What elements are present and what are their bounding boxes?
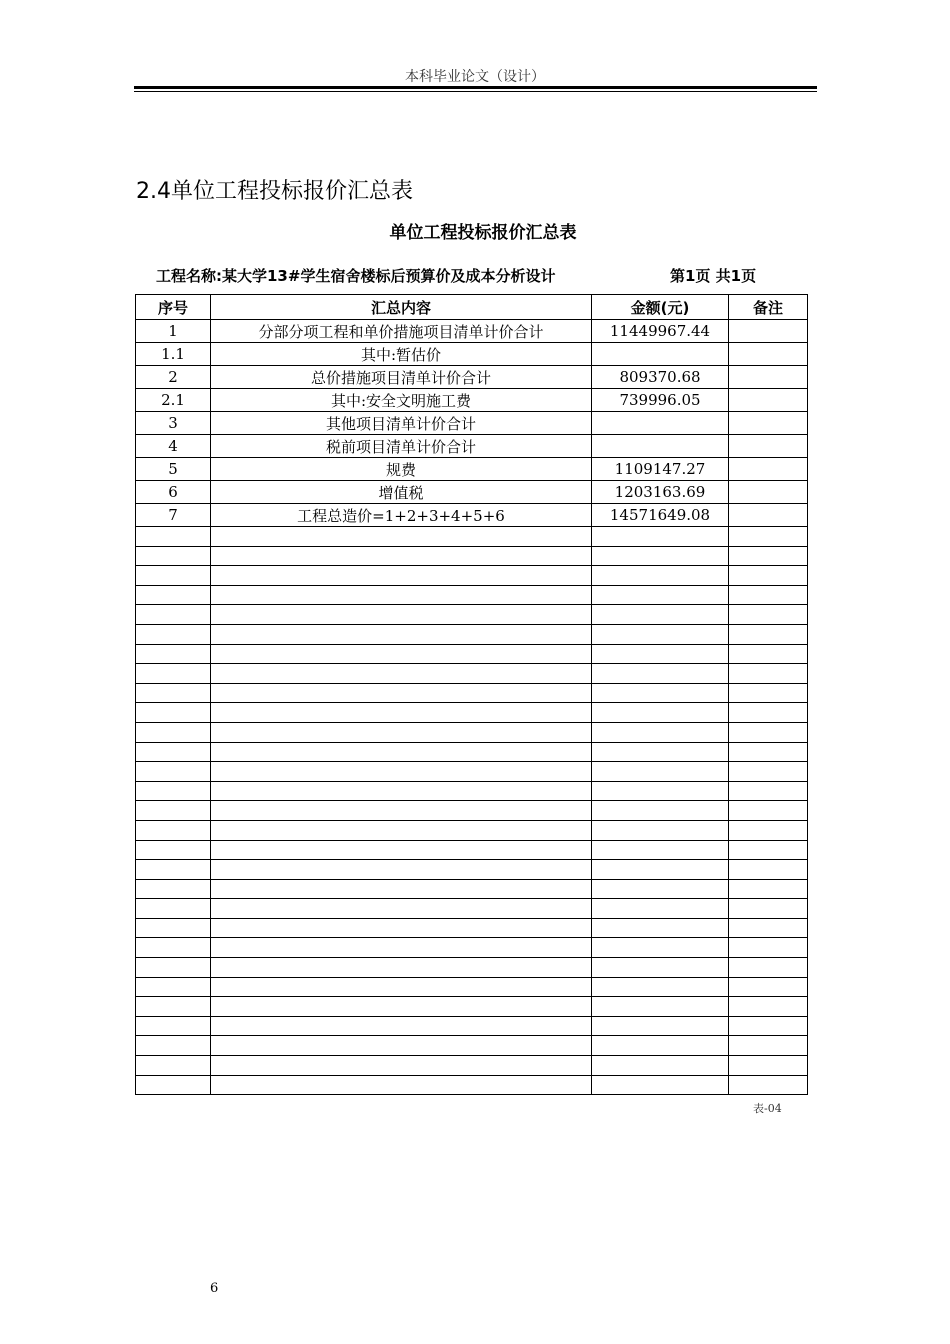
empty-table-row xyxy=(136,781,808,801)
table-row xyxy=(136,366,808,389)
empty-table-row xyxy=(136,527,808,547)
empty-cell xyxy=(729,527,808,547)
empty-cell xyxy=(729,1036,808,1056)
empty-cell xyxy=(136,742,211,762)
cell-note xyxy=(729,366,808,389)
empty-cell xyxy=(211,546,592,566)
empty-table-row xyxy=(136,762,808,782)
empty-table-row xyxy=(136,977,808,997)
empty-cell xyxy=(592,1075,729,1095)
empty-cell xyxy=(211,1056,592,1076)
empty-table-row xyxy=(136,1075,808,1095)
table-code: 表-04 xyxy=(753,1102,782,1115)
empty-table-row xyxy=(136,958,808,978)
cell-amount: 14571649.08 xyxy=(592,504,729,527)
empty-cell xyxy=(211,879,592,899)
empty-cell xyxy=(211,1075,592,1095)
empty-cell xyxy=(136,703,211,723)
empty-cell xyxy=(729,879,808,899)
empty-cell xyxy=(211,722,592,742)
empty-cell xyxy=(211,840,592,860)
empty-cell xyxy=(592,644,729,664)
empty-cell xyxy=(729,624,808,644)
empty-cell xyxy=(136,1016,211,1036)
empty-table-row xyxy=(136,801,808,821)
cell-amount xyxy=(592,435,729,458)
empty-cell xyxy=(211,605,592,625)
empty-table-row xyxy=(136,899,808,919)
cell-amount: 809370.68 xyxy=(592,366,729,389)
cell-serial: 4 xyxy=(136,435,211,458)
header-note: 备注 xyxy=(729,295,808,320)
empty-table-row xyxy=(136,918,808,938)
empty-cell xyxy=(729,742,808,762)
empty-cell xyxy=(592,801,729,821)
running-header: 本科毕业论文（设计） xyxy=(405,69,545,85)
table-body xyxy=(136,320,808,1095)
empty-cell xyxy=(592,860,729,880)
empty-cell xyxy=(592,997,729,1017)
empty-cell xyxy=(729,722,808,742)
empty-cell xyxy=(729,762,808,782)
empty-table-row xyxy=(136,624,808,644)
empty-cell xyxy=(136,664,211,684)
empty-cell xyxy=(136,781,211,801)
empty-cell xyxy=(136,585,211,605)
cell-amount xyxy=(592,412,729,435)
empty-table-row xyxy=(136,664,808,684)
empty-cell xyxy=(592,683,729,703)
empty-cell xyxy=(592,585,729,605)
empty-cell xyxy=(592,566,729,586)
empty-cell xyxy=(592,977,729,997)
empty-table-row xyxy=(136,644,808,664)
section-heading: 2.4单位工程投标报价汇总表 xyxy=(136,179,413,204)
empty-cell xyxy=(136,938,211,958)
empty-cell xyxy=(211,801,592,821)
cell-note xyxy=(729,435,808,458)
cell-note xyxy=(729,481,808,504)
empty-cell xyxy=(136,879,211,899)
cell-serial: 2.1 xyxy=(136,389,211,412)
empty-cell xyxy=(592,624,729,644)
empty-cell xyxy=(136,722,211,742)
empty-cell xyxy=(592,938,729,958)
table-row xyxy=(136,389,808,412)
empty-cell xyxy=(729,546,808,566)
empty-cell xyxy=(729,938,808,958)
table-row xyxy=(136,481,808,504)
empty-table-row xyxy=(136,1036,808,1056)
empty-cell xyxy=(211,781,592,801)
empty-cell xyxy=(729,605,808,625)
empty-cell xyxy=(729,664,808,684)
table-row xyxy=(136,412,808,435)
empty-cell xyxy=(136,605,211,625)
empty-cell xyxy=(211,683,592,703)
empty-cell xyxy=(136,840,211,860)
empty-cell xyxy=(592,703,729,723)
empty-cell xyxy=(136,997,211,1017)
empty-cell xyxy=(592,527,729,547)
empty-table-row xyxy=(136,605,808,625)
cell-content: 其他项目清单计价合计 xyxy=(211,412,592,435)
empty-cell xyxy=(729,918,808,938)
empty-cell xyxy=(211,703,592,723)
empty-cell xyxy=(592,820,729,840)
empty-table-row xyxy=(136,1016,808,1036)
empty-cell xyxy=(592,664,729,684)
cell-amount xyxy=(592,343,729,366)
empty-table-row xyxy=(136,997,808,1017)
empty-cell xyxy=(211,566,592,586)
empty-cell xyxy=(211,585,592,605)
empty-cell xyxy=(729,566,808,586)
empty-cell xyxy=(729,840,808,860)
empty-cell xyxy=(136,820,211,840)
cell-amount: 11449967.44 xyxy=(592,320,729,343)
cell-serial: 6 xyxy=(136,481,211,504)
empty-table-row xyxy=(136,879,808,899)
empty-cell xyxy=(211,938,592,958)
header-rule-thin xyxy=(134,91,817,92)
cell-note xyxy=(729,343,808,366)
cell-content: 工程总造价=1+2+3+4+5+6 xyxy=(211,504,592,527)
empty-cell xyxy=(136,624,211,644)
table-row xyxy=(136,458,808,481)
empty-cell xyxy=(211,742,592,762)
empty-table-row xyxy=(136,546,808,566)
cell-serial: 2 xyxy=(136,366,211,389)
empty-cell xyxy=(729,644,808,664)
empty-cell xyxy=(729,820,808,840)
empty-cell xyxy=(592,742,729,762)
empty-cell xyxy=(729,997,808,1017)
empty-table-row xyxy=(136,1056,808,1076)
cell-content: 其中:暂估价 xyxy=(211,343,592,366)
empty-cell xyxy=(729,977,808,997)
empty-cell xyxy=(592,1056,729,1076)
empty-cell xyxy=(136,918,211,938)
cell-amount: 739996.05 xyxy=(592,389,729,412)
empty-cell xyxy=(136,527,211,547)
cell-note xyxy=(729,389,808,412)
empty-cell xyxy=(729,683,808,703)
empty-cell xyxy=(211,527,592,547)
cell-serial: 1.1 xyxy=(136,343,211,366)
cell-serial: 3 xyxy=(136,412,211,435)
empty-table-row xyxy=(136,840,808,860)
cell-note xyxy=(729,320,808,343)
empty-cell xyxy=(211,1016,592,1036)
empty-cell xyxy=(592,762,729,782)
empty-table-row xyxy=(136,860,808,880)
cell-serial: 7 xyxy=(136,504,211,527)
table-row xyxy=(136,504,808,527)
table-header-row xyxy=(136,295,808,320)
empty-cell xyxy=(136,860,211,880)
cell-content: 增值税 xyxy=(211,481,592,504)
empty-cell xyxy=(211,762,592,782)
empty-cell xyxy=(592,546,729,566)
empty-cell xyxy=(136,683,211,703)
table-row xyxy=(136,343,808,366)
empty-cell xyxy=(729,585,808,605)
empty-table-row xyxy=(136,938,808,958)
empty-cell xyxy=(211,1036,592,1056)
cell-content: 分部分项工程和单价措施项目清单计价合计 xyxy=(211,320,592,343)
empty-cell xyxy=(136,546,211,566)
cell-amount: 1109147.27 xyxy=(592,458,729,481)
empty-table-row xyxy=(136,742,808,762)
empty-cell xyxy=(211,977,592,997)
page-count: 第1页 共1页 xyxy=(670,267,757,285)
table-row xyxy=(136,435,808,458)
empty-cell xyxy=(729,860,808,880)
empty-cell xyxy=(211,644,592,664)
header-content: 汇总内容 xyxy=(211,295,592,320)
empty-cell xyxy=(211,899,592,919)
empty-table-row xyxy=(136,566,808,586)
empty-cell xyxy=(136,1056,211,1076)
empty-cell xyxy=(136,644,211,664)
cell-serial: 1 xyxy=(136,320,211,343)
empty-cell xyxy=(211,997,592,1017)
empty-cell xyxy=(592,1036,729,1056)
empty-cell xyxy=(729,1016,808,1036)
summary-table xyxy=(135,294,808,1095)
cell-amount: 1203163.69 xyxy=(592,481,729,504)
empty-cell xyxy=(592,879,729,899)
empty-cell xyxy=(592,918,729,938)
empty-cell xyxy=(211,664,592,684)
project-name-line: 工程名称:某大学13#学生宿舍楼标后预算价及成本分析设计 xyxy=(156,267,556,285)
empty-table-row xyxy=(136,820,808,840)
empty-cell xyxy=(592,958,729,978)
empty-cell xyxy=(592,722,729,742)
header-amount: 金额(元) xyxy=(592,295,729,320)
empty-cell xyxy=(592,1016,729,1036)
empty-table-row xyxy=(136,703,808,723)
empty-cell xyxy=(592,781,729,801)
cell-note xyxy=(729,412,808,435)
empty-cell xyxy=(136,801,211,821)
empty-cell xyxy=(729,958,808,978)
empty-cell xyxy=(136,762,211,782)
empty-cell xyxy=(136,958,211,978)
cell-content: 其中:安全文明施工费 xyxy=(211,389,592,412)
cell-note xyxy=(729,458,808,481)
cell-note xyxy=(729,504,808,527)
empty-cell xyxy=(136,899,211,919)
empty-cell xyxy=(729,1056,808,1076)
empty-cell xyxy=(729,801,808,821)
empty-cell xyxy=(211,624,592,644)
table-row xyxy=(136,320,808,343)
empty-cell xyxy=(136,977,211,997)
empty-cell xyxy=(729,899,808,919)
header-serial: 序号 xyxy=(136,295,211,320)
empty-cell xyxy=(211,958,592,978)
cell-serial: 5 xyxy=(136,458,211,481)
empty-cell xyxy=(729,703,808,723)
empty-cell xyxy=(211,860,592,880)
empty-table-row xyxy=(136,585,808,605)
cell-content: 税前项目清单计价合计 xyxy=(211,435,592,458)
empty-cell xyxy=(136,1036,211,1056)
empty-cell xyxy=(729,781,808,801)
empty-table-row xyxy=(136,683,808,703)
cell-content: 规费 xyxy=(211,458,592,481)
cell-content: 总价措施项目清单计价合计 xyxy=(211,366,592,389)
empty-cell xyxy=(136,566,211,586)
page-number: 6 xyxy=(210,1281,219,1296)
table-caption: 单位工程投标报价汇总表 xyxy=(389,223,577,243)
empty-cell xyxy=(592,840,729,860)
empty-cell xyxy=(592,899,729,919)
empty-cell xyxy=(592,605,729,625)
empty-cell xyxy=(211,820,592,840)
empty-table-row xyxy=(136,722,808,742)
empty-cell xyxy=(136,1075,211,1095)
header-rule xyxy=(134,86,817,89)
empty-cell xyxy=(729,1075,808,1095)
empty-cell xyxy=(211,918,592,938)
